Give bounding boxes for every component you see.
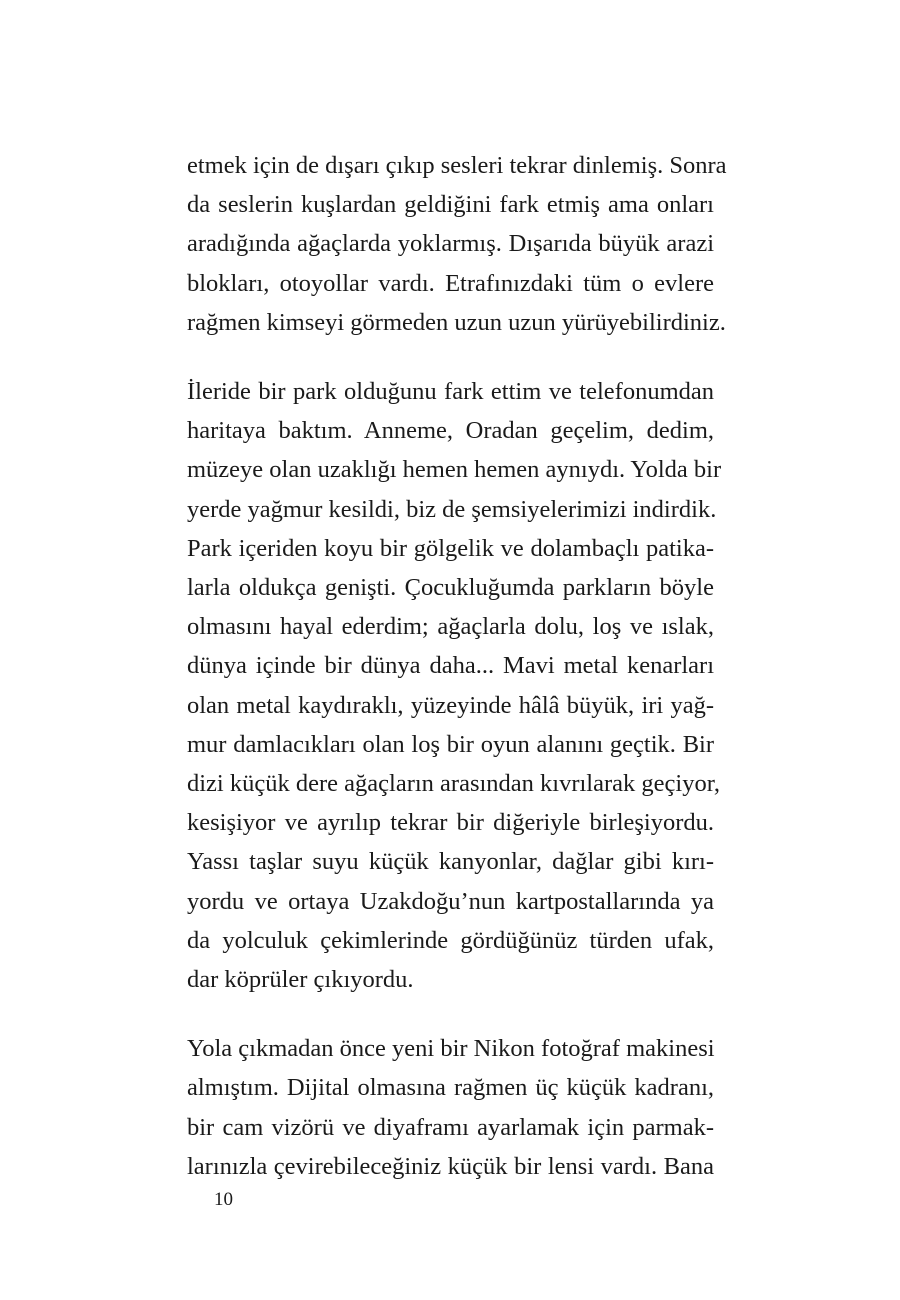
text-line: Yassı taşlar suyu küçük kanyonlar, dağlar gibi kırı- xyxy=(187,848,714,876)
text-line: almıştım. Dijital olmasına rağmen üç küçük kadranı, xyxy=(187,1074,714,1102)
page-number: 10 xyxy=(214,1189,233,1210)
body-text xyxy=(187,146,727,1186)
text-line: da seslerin kuşlardan geldiğini fark etmiş ama onları xyxy=(187,191,714,219)
paragraph xyxy=(187,372,722,999)
text-line: olmasını hayal ederdim; ağaçlarla dolu, loş ve ıslak, xyxy=(187,613,714,641)
text-line: dünya içinde bir dünya daha... Mavi metal kenarları xyxy=(187,652,714,680)
text-line: mur damlacıkları olan loş bir oyun alanını geçtik. Bir xyxy=(187,730,714,758)
text-line: haritaya baktım. Anneme, Oradan geçelim, dedim, xyxy=(187,417,714,445)
text-line: larınızla çevirebileceğiniz küçük bir lensi vardı. Bana xyxy=(187,1152,714,1180)
paragraph xyxy=(187,146,727,342)
text-line: aradığında ağaçlarda yoklarmış. Dışarıda büyük arazi xyxy=(187,230,714,258)
text-line: larla oldukça genişti. Çocukluğumda parkların böyle xyxy=(187,574,714,602)
text-line: da yolculuk çekimlerinde gördüğünüz türden ufak, xyxy=(187,926,714,954)
text-line: müzeye olan uzaklığı hemen hemen aynıydı. Yolda bir xyxy=(187,456,722,484)
text-line: yordu ve ortaya Uzakdoğu’nun kartpostallarında ya xyxy=(187,887,714,915)
text-line: dizi küçük dere ağaçların arasından kıvrılarak geçiyor, xyxy=(187,770,721,798)
text-line: olan metal kaydıraklı, yüzeyinde hâlâ büyük, iri yağ- xyxy=(187,691,714,719)
text-line: Yola çıkmadan önce yeni bir Nikon fotoğraf makinesi xyxy=(187,1035,715,1063)
text-line: etmek için de dışarı çıkıp sesleri tekrar dinlemiş. Sonra xyxy=(187,152,727,179)
text-line: bir cam vizörü ve diyaframı ayarlamak için parmak- xyxy=(187,1113,714,1141)
text-line: kesişiyor ve ayrılıp tekrar bir diğeriyle birleşiyordu. xyxy=(187,809,714,837)
paragraph xyxy=(187,1029,714,1186)
text-line: İleride bir park olduğunu fark ettim ve telefonumdan xyxy=(187,378,714,406)
text-line: yerde yağmur kesildi, biz de şemsiyelerimizi indirdik. xyxy=(187,495,717,523)
text-line: Park içeriden koyu bir gölgelik ve dolambaçlı patika- xyxy=(187,534,714,562)
text-line: blokları, otoyollar vardı. Etrafınızdaki tüm o evlere xyxy=(187,269,714,297)
text-line: rağmen kimseyi görmeden uzun uzun yürüyebilirdiniz. xyxy=(187,308,726,336)
text-line: dar köprüler çıkıyordu. xyxy=(187,966,414,994)
